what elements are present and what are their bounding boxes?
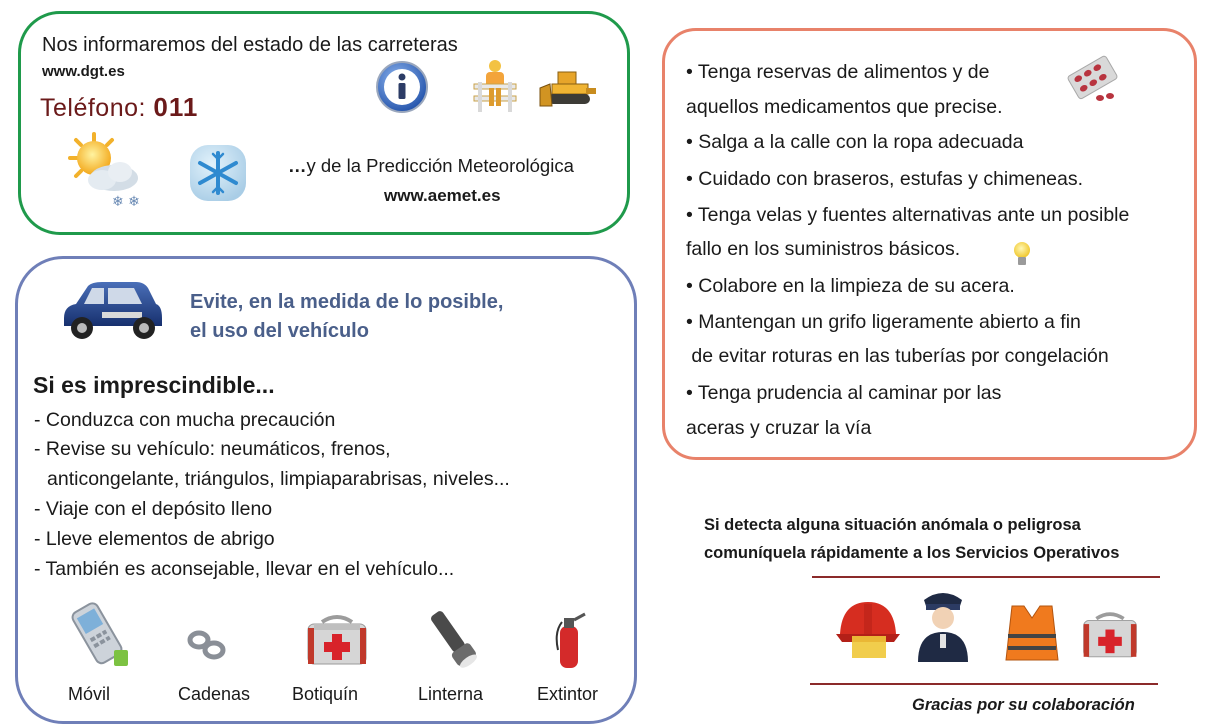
- vehicle-tip: - Conduzca con mucha precaución: [34, 409, 336, 431]
- item-label-extinguisher: Extintor: [537, 684, 599, 704]
- home-line: • Mantengan un grifo ligeramente abierto a fin: [686, 311, 1081, 333]
- vehicle-title-line1: Evite, en la medida de lo posible,: [190, 291, 504, 313]
- vehicle-tip: - Viaje con el depósito lleno: [34, 498, 273, 520]
- sun-cloud-snow-icon: [62, 130, 146, 212]
- item-label-flashlight: Linterna: [418, 684, 484, 704]
- forecast-line: [288, 155, 574, 177]
- thanks-text: Gracias por su colaboración: [912, 696, 1135, 714]
- vehicle-title-line2: el uso del vehículo: [190, 320, 369, 342]
- item-label-chains: Cadenas: [178, 684, 251, 704]
- phone-label: Teléfono:: [40, 94, 146, 122]
- home-line: • Salga a la calle con la ropa adecuada: [686, 131, 1024, 153]
- report-line1: Si detecta alguna situación anómala o peligrosa: [704, 516, 1081, 534]
- home-line: • Cuidado con braseros, estufas y chimeneas.: [686, 168, 1084, 190]
- road-works-icon: [470, 58, 520, 114]
- home-line: aquellos medicamentos que precise.: [686, 96, 1003, 118]
- vehicle-tip: - Revise su vehículo: neumáticos, frenos,: [34, 438, 391, 460]
- home-line: de evitar roturas en las tuberías por congelación: [686, 345, 1109, 367]
- divider-bottom: [810, 683, 1158, 685]
- vehicle-tip: anticongelante, triángulos, limpiaparabrisas, niveles...: [47, 468, 510, 490]
- home-line: aceras y cruzar la vía: [686, 417, 872, 439]
- pills-icon: [1064, 56, 1124, 104]
- aemet-link[interactable]: www.aemet.es: [384, 186, 501, 205]
- home-line: • Colabore en la limpieza de su acera.: [686, 275, 1015, 297]
- light-bulb-icon: [1012, 240, 1032, 268]
- forecast-text: y de la Predicción Meteorológica: [306, 155, 574, 176]
- svg-text:❄ ❄: ❄ ❄: [112, 194, 140, 210]
- flashlight-icon: [418, 606, 488, 672]
- firefighter-helmet-icon: [834, 596, 902, 662]
- forecast-ellipsis: …: [288, 155, 307, 176]
- dgt-link[interactable]: www.dgt.es: [42, 63, 125, 80]
- first-aid-kit-icon: [1080, 608, 1140, 662]
- phone-number[interactable]: 011: [153, 92, 199, 122]
- phone-line: [40, 92, 198, 123]
- mobile-phone-icon: [60, 598, 136, 672]
- car-icon: [58, 278, 166, 342]
- item-label-mobile: Móvil: [68, 684, 111, 704]
- home-line: • Tenga velas y fuentes alternativas ante un posible: [686, 204, 1130, 226]
- vehicle-subheading: Si es imprescindible...: [33, 372, 275, 398]
- home-line: • Tenga prudencia al caminar por las: [686, 382, 1002, 404]
- roads-heading: Nos informaremos del estado de las carreteras: [42, 34, 458, 56]
- snowflake-icon: [188, 143, 248, 203]
- chains-icon: [186, 628, 230, 662]
- info-icon: [375, 60, 429, 114]
- home-line: • Tenga reservas de alimentos y de: [686, 61, 990, 83]
- divider-top: [812, 576, 1160, 578]
- police-officer-icon: [916, 586, 970, 662]
- item-label-first-aid: Botiquín: [292, 684, 359, 704]
- first-aid-kit-icon: [304, 612, 370, 668]
- fire-extinguisher-icon: [552, 610, 588, 672]
- life-vest-icon: [1004, 600, 1060, 662]
- bulldozer-icon: [538, 66, 598, 110]
- report-line2: comuníquela rápidamente a los Servicios Operativos: [704, 544, 1120, 562]
- vehicle-tip: - También es aconsejable, llevar en el vehículo...: [34, 558, 455, 580]
- vehicle-tip: - Lleve elementos de abrigo: [34, 528, 275, 550]
- home-line: fallo en los suministros básicos.: [686, 238, 961, 260]
